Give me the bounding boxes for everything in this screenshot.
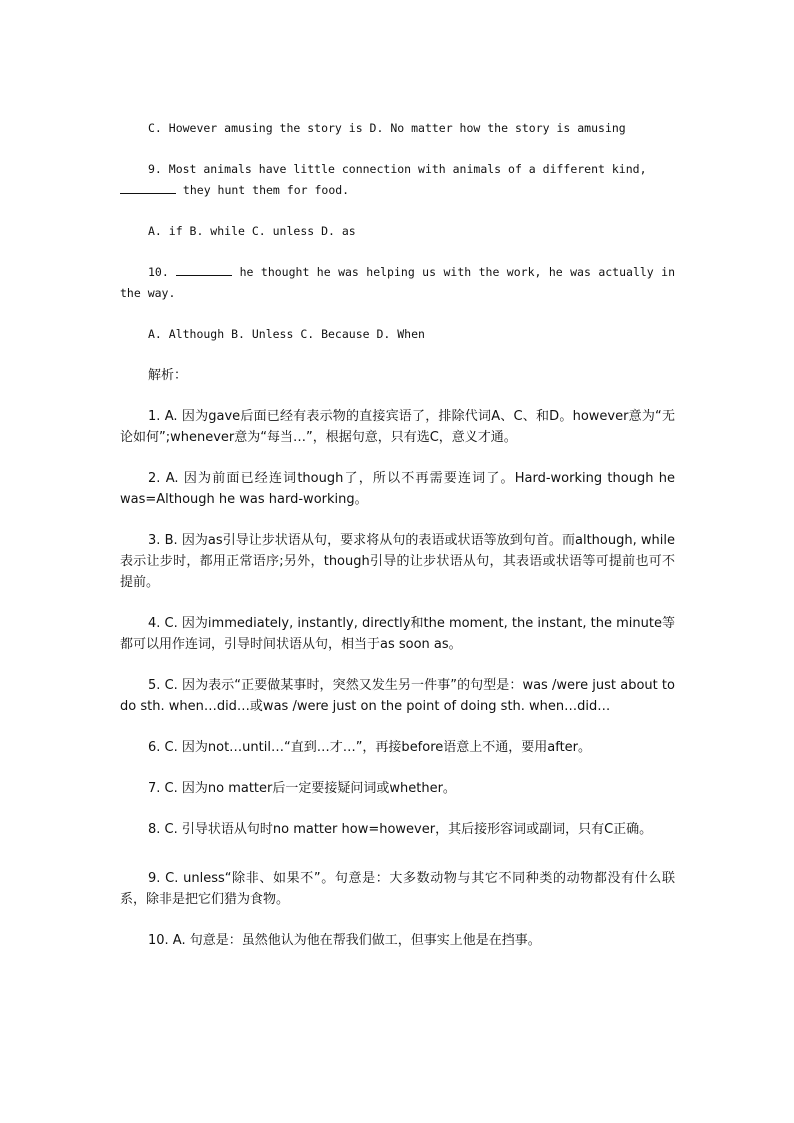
answer-explanation-6: 6. C. 因为not…until…“直到…才…”，再接before语意上不通，要用after。 — [148, 740, 592, 755]
question-9-options: A. if B. while C. unless D. as — [148, 224, 356, 238]
answer-explanation-7: 7. C. 因为no matter后一定要接疑问词或whether。 — [148, 781, 456, 796]
answer-explanation-3: 3. B. 因为as引导让步状语从句，要求将从句的表语或状语等放到句首。而although, while表示让步时，都用正常语序;另外，though引导的让步状语从句，其表语或状语等可提前也可不提前。 — [120, 533, 675, 590]
question-9-stem-start: 9. Most animals have little connection with animals of a different kind, — [148, 162, 647, 176]
question-8-options-continued: C. However amusing the story is D. No matter how the story is amusing — [148, 121, 626, 135]
question-9-stem-end: they hunt them for food. — [176, 183, 350, 197]
answer-explanation-10: 10. A. 句意是：虽然他认为他在帮我们做工，但事实上他是在挡事。 — [148, 933, 541, 948]
analysis-heading: 解析： — [148, 368, 188, 383]
answer-explanation-9: 9. C. unless“除非、如果不”。句意是：大多数动物与其它不同种类的动物都没有什么联系，除非是把它们猎为食物。 — [120, 871, 675, 907]
question-10-stem — [120, 262, 675, 304]
answer-blank — [120, 182, 176, 194]
question-10-stem-end: he thought he was helping us with the work, he was actually in the way. — [120, 265, 675, 300]
answer-explanation-5: 5. C. 因为表示“正要做某事时，突然又发生另一件事”的句型是：was /were just about to do sth. when…did…或was /were just on the point of doing sth. when…did… — [120, 678, 675, 714]
answer-explanation-4: 4. C. 因为immediately, instantly, directly和the moment, the instant, the minute等都可以用作连词，引导时间状语从句，相当于as soon as。 — [120, 616, 675, 652]
answer-explanation-1: 1. A. 因为gave后面已经有表示物的直接宾语了，排除代词A、C、和D。however意为“无论如何”;whenever意为“每当…”，根据句意，只有选C，意义才通。 — [120, 409, 675, 445]
question-10-options: A. Although B. Unless C. Because D. When — [148, 327, 425, 341]
answer-blank — [176, 264, 232, 276]
question-10-number: 10. — [148, 265, 177, 279]
answer-explanation-2: 2. A. 因为前面已经连词though了，所以不再需要连词了。Hard-working though he was=Although he was hard-working。 — [120, 471, 675, 507]
document-page — [120, 118, 675, 971]
question-9-stem — [120, 159, 675, 201]
answer-explanation-8: 8. C. 引导状语从句时no matter how=however，其后接形容词或副词，只有C正确。 — [148, 822, 653, 837]
